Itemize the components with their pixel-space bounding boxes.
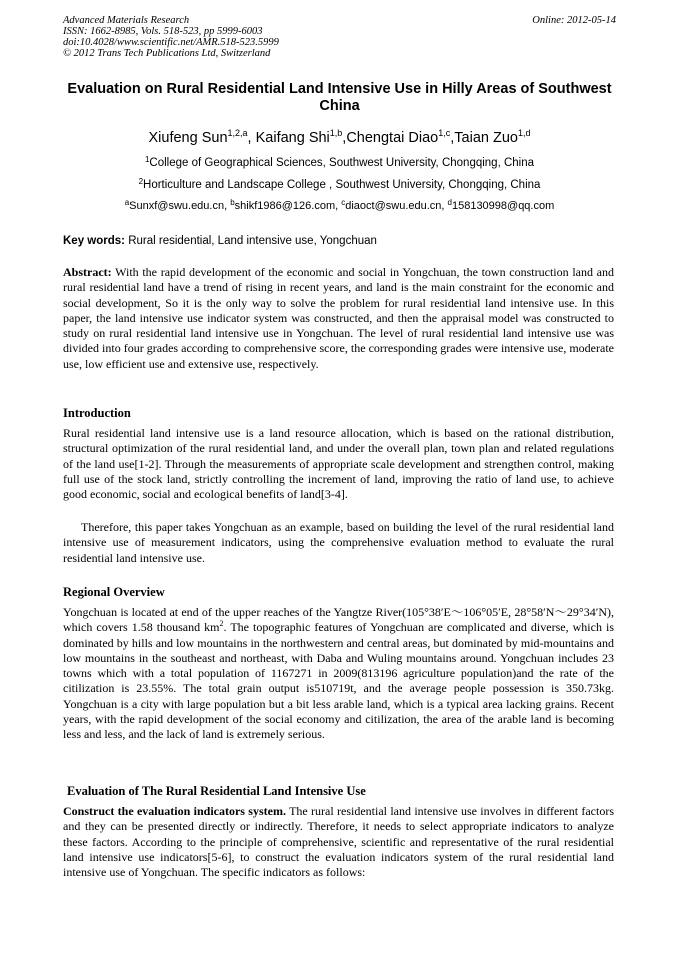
author-list (63, 128, 616, 148)
author-separator: , (450, 130, 455, 146)
affiliation-mark: 2 (138, 177, 144, 186)
email-address: 158130998@qq.com (451, 200, 555, 212)
email-address: Sunxf@swu.edu.cn, (129, 200, 231, 212)
online-date: Online: 2012-05-14 (532, 15, 616, 26)
affiliation-1 (63, 156, 616, 171)
author-affiliation-mark: 1,2,a (227, 128, 248, 138)
affiliation-2 (63, 178, 616, 193)
introduction-paragraph-2: Therefore, this paper takes Yongchuan as an example, based on building the level of the rural residential land intensive use of measurement indicators, using the comprehensive evaluation method to evaluate the rural residential land intensive use. (63, 520, 614, 565)
paper-title: Evaluation on Rural Residential Land Intensive Use in Hilly Areas of Southwest China (67, 81, 612, 114)
email-address: shikf1986@126.com, (234, 200, 342, 212)
issn-line: ISSN: 1662-8985, Vols. 518-523, pp 5999-6003 (63, 26, 263, 37)
evaluation-paragraph (63, 804, 614, 880)
regional-text-part-2: . The topographic features of Yongchuan are complicated and diverse, which is dominated by hills and low mountains in the northwestern and central areas, but dominated by mid-mountains and low mountains in the southeast and northeast, with Daba and Wuling mountains around. Yongchuan includes 23 towns which with a total population of 1167271 in 2009(813196 agriculture population)and the rate of the citilization is 23.55%. The total grain output is510719t, and the average people possession is 350.73kg. Yongchuan is a city with large population but a bit less arable land, which is a typical area lacking grains. Recent years, with the rapid development of the social economy and citilization, the area of the arable land is becoming less and less, and the lack of land is extremely serious. (63, 620, 615, 742)
copyright-line: © 2012 Trans Tech Publications Ltd, Switzerland (63, 48, 271, 59)
journal-name: Advanced Materials Research (63, 15, 190, 26)
email-mark: c (341, 198, 346, 207)
author-affiliation-mark: 1,b (329, 128, 343, 138)
author-name: Taian Zuo (454, 130, 518, 146)
author-emails (63, 199, 616, 214)
author-affiliation-mark: 1,c (438, 128, 451, 138)
keywords-line (63, 234, 616, 249)
affiliation-text: College of Geographical Sciences, Southwest University, Chongqing, China (149, 157, 535, 169)
abstract-text: With the rapid development of the economic and social in Yongchuan, the town construction land and rural residential land have a trend of rising in recent years, and land is the main constraint for the economic and social development, So it is the only way to solve the problem for rural residential land intensive use. In this paper, the land intensive use indicator system was constructed, and then the appraisal model was constructed to study on rural residential land intensive use in Yongchuan. The level of rural residential land intensive use was divided into four grades according to comprehensive score, the corresponding grades were intensive use, moderate use, low efficient use and extensive use, respectively. (63, 265, 614, 371)
author-separator: , (342, 130, 347, 146)
author-name: Chengtai Diao (346, 130, 439, 146)
area-unit-superscript: 2 (219, 619, 224, 629)
abstract-label: Abstract: (63, 265, 112, 279)
introduction-paragraph-1: Rural residential land intensive use is a land resource allocation, which is based on the rational distribution, structural optimization of the rural residential land, and under the overall plan, town plan and related regulations of the land use[1-2]. Through the measurements of appropriate scale development and strengthen control, making full use of the stock land, strictly controlling the increment of land, improving the ratio of land use, to achieve good economic, social and ecological benefits of land[3-4]. (63, 426, 614, 502)
email-mark: d (447, 198, 452, 207)
author-name: Kaifang Shi (255, 130, 330, 146)
doi-line: doi:10.4028/www.scientific.net/AMR.518-523.5999 (63, 37, 279, 48)
evaluation-text: The rural residential land intensive use involves in different factors and they can be presented directly or indirectly. Therefore, it needs to select appropriate indicators to analyze these factors. According to the principle of comprehensive, scientific and representative of the rural residential land intensive use indicators[5-6], to construct the evaluation indicators system of the rural residential land intensive use of Yongchuan. The specific indicators as follows: (63, 804, 615, 880)
regional-overview-paragraph (63, 605, 614, 743)
section-heading-evaluation: Evaluation of The Rural Residential Land Intensive Use (67, 784, 366, 798)
keywords-label: Key words: (63, 235, 125, 247)
affiliation-mark: 1 (144, 155, 150, 164)
keywords-text: Rural residential, Land intensive use, Yongchuan (125, 235, 377, 247)
section-heading-regional-overview: Regional Overview (63, 585, 165, 599)
email-mark: b (230, 198, 235, 207)
subsection-label: Construct the evaluation indicators system. (63, 804, 286, 818)
email-address: diaoct@swu.edu.cn, (345, 200, 448, 212)
author-affiliation-mark: 1,d (517, 128, 531, 138)
author-separator: , (247, 130, 256, 146)
author-name: Xiufeng Sun (148, 130, 228, 146)
email-mark: a (124, 198, 130, 207)
affiliation-text: Horticulture and Landscape College , Southwest University, Chongqing, China (143, 179, 541, 191)
abstract-paragraph (63, 265, 614, 372)
section-heading-introduction: Introduction (63, 406, 131, 420)
regional-text-part-1: Yongchuan is located at end of the upper reaches of the Yangtze River(105°38′E～106°05′E, 28°58′N～29°34′N), which covers 1.58 thousand km (63, 605, 614, 635)
running-header (63, 15, 616, 59)
